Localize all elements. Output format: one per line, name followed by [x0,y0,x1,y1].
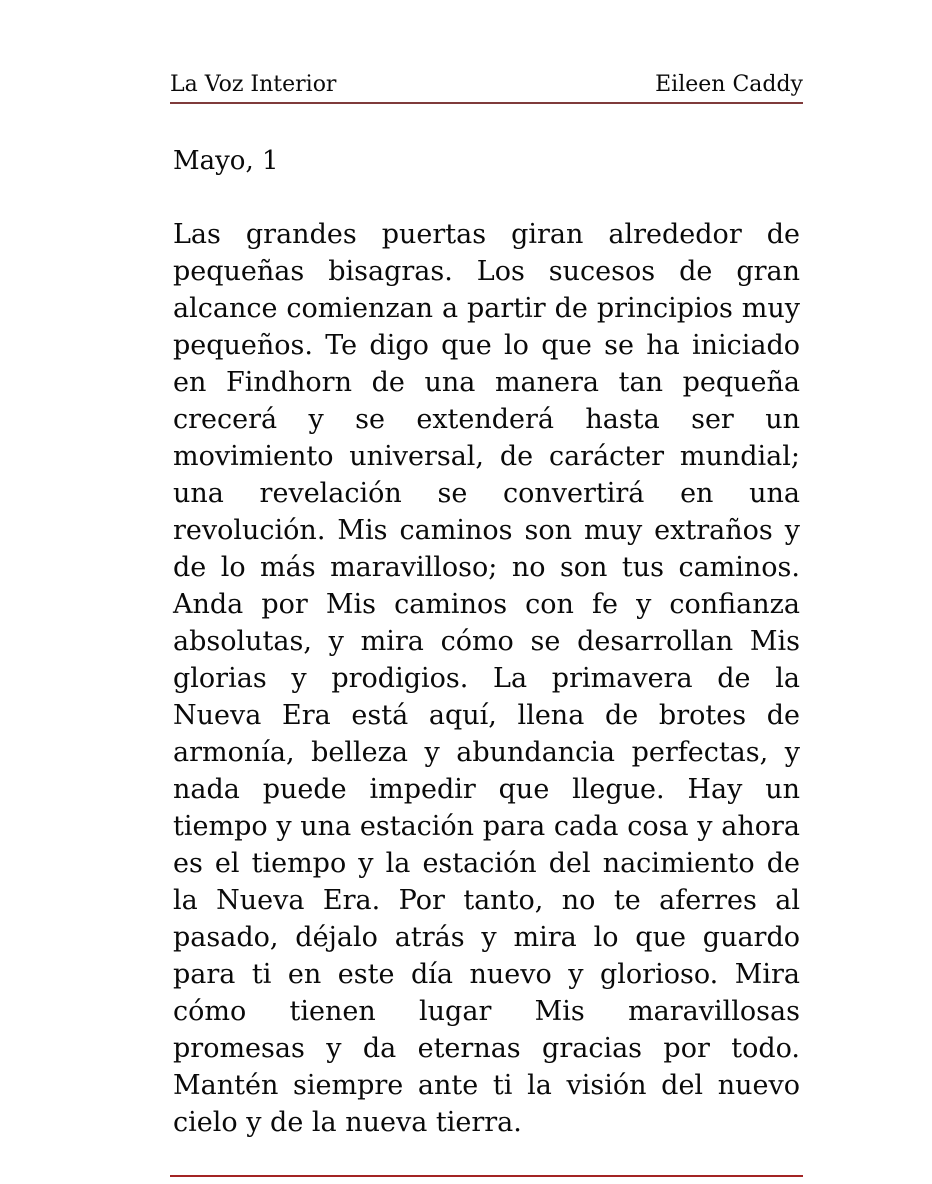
book-title: La Voz Interior [170,72,337,97]
date-heading: Mayo, 1 [173,146,279,176]
running-header [170,74,803,104]
entry-body-paragraph: Las grandes puertas giran alrededor de pequeñas bisagras. Los sucesos de gran alcance comienzan a partir de principios muy pequeños. Te digo que lo que se ha iniciado en Findhorn de una manera tan pequeña crecerá y se extenderá hasta ser un movimiento universal, de carácter mundial; una revelación se convertirá en una revolución. Mis caminos son muy extraños y de lo más maravilloso; no son tus caminos. Anda por Mis caminos con fe y confianza absolutas, y mira cómo se desarrollan Mis glorias y prodigios. La primavera de la Nueva Era está aquí, llena de brotes de armonía, belleza y abundancia perfectas, y nada puede impedir que llegue. Hay un tiempo y una estación para cada cosa y ahora es el tiempo y la estación del nacimiento de la Nueva Era. Por tanto, no te aferres al pasado, déjalo atrás y mira lo que guardo para ti en este día nuevo y glorioso. Mira cómo tienen lugar Mis maravillosas promesas y da eternas gracias por todo. Mantén siempre ante ti la visión del nuevo cielo y de la nueva tierra. [173,219,800,1138]
book-author: Eileen Caddy [655,72,803,97]
page-content [170,0,803,1141]
footer-rule [170,1175,803,1177]
